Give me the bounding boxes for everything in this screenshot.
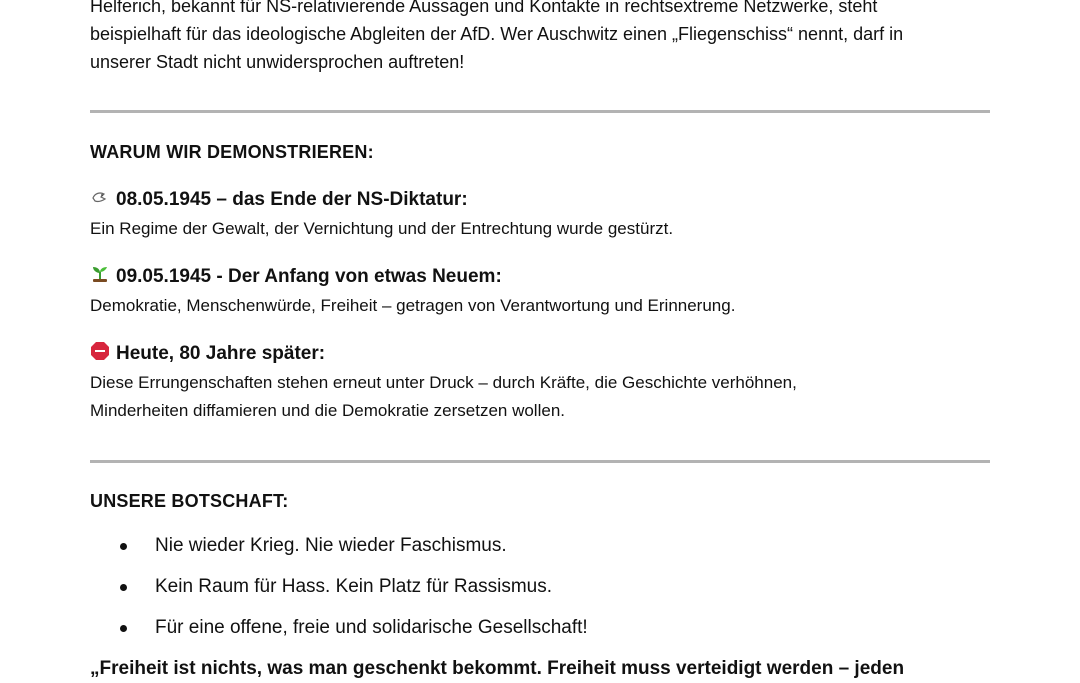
item-3-desc-line-2: Minderheiten diffamieren und die Demokratie zersetzen wollen. <box>90 401 565 420</box>
dove-icon <box>90 188 112 216</box>
intro-line-3: unserer Stadt nicht unwidersprochen auftreten! <box>90 52 465 72</box>
seedling-icon <box>90 264 112 293</box>
section-divider <box>90 110 990 113</box>
bullet-text: Kein Raum für Hass. Kein Platz für Rassismus. <box>155 576 553 597</box>
item-1-desc: Ein Regime der Gewalt, der Vernichtung und der Entrechtung wurde gestürzt. <box>90 219 674 238</box>
bullet-icon <box>120 625 127 632</box>
item-2-title-text: 09.05.1945 - Der Anfang von etwas Neuem: <box>116 266 502 287</box>
message-heading: UNSERE BOTSCHAFT: <box>90 491 289 511</box>
bullet-icon <box>120 584 127 591</box>
intro-line-2: beispielhaft für das ideologische Abgleiten der AfD. Wer Auschwitz einen „Fliegenschiss“ nennt, darf in <box>90 24 904 44</box>
item-3-title <box>90 340 325 370</box>
item-1-title-text: 08.05.1945 – das Ende der NS-Diktatur: <box>116 189 468 210</box>
bullet-text: Für eine offene, freie und solidarische Gesellschaft! <box>155 617 588 638</box>
document-page <box>90 0 990 679</box>
section-divider <box>90 460 990 463</box>
bullet-icon <box>120 543 127 550</box>
quote-partial: „Freiheit ist nichts, was man geschenkt bekommt. Freiheit muss verteidigt werden – jeden <box>90 658 905 679</box>
item-1-title <box>90 186 468 216</box>
intro-line-1: Helferich, bekannt für NS-relativierende Aussagen und Kontakte in rechtsextreme Netzwerke, steht <box>90 0 878 16</box>
item-2-title <box>90 263 502 293</box>
bullet-text: Nie wieder Krieg. Nie wieder Faschismus. <box>155 535 507 556</box>
item-3-desc-line-1: Diese Errungenschaften stehen erneut unter Druck – durch Kräfte, die Geschichte verhöhnen, <box>90 373 797 392</box>
stop-sign-icon <box>90 341 112 370</box>
item-3-title-text: Heute, 80 Jahre später: <box>116 343 326 364</box>
item-2-desc: Demokratie, Menschenwürde, Freiheit – getragen von Verantwortung und Erinnerung. <box>90 296 736 315</box>
why-heading: WARUM WIR DEMONSTRIEREN: <box>90 142 374 162</box>
